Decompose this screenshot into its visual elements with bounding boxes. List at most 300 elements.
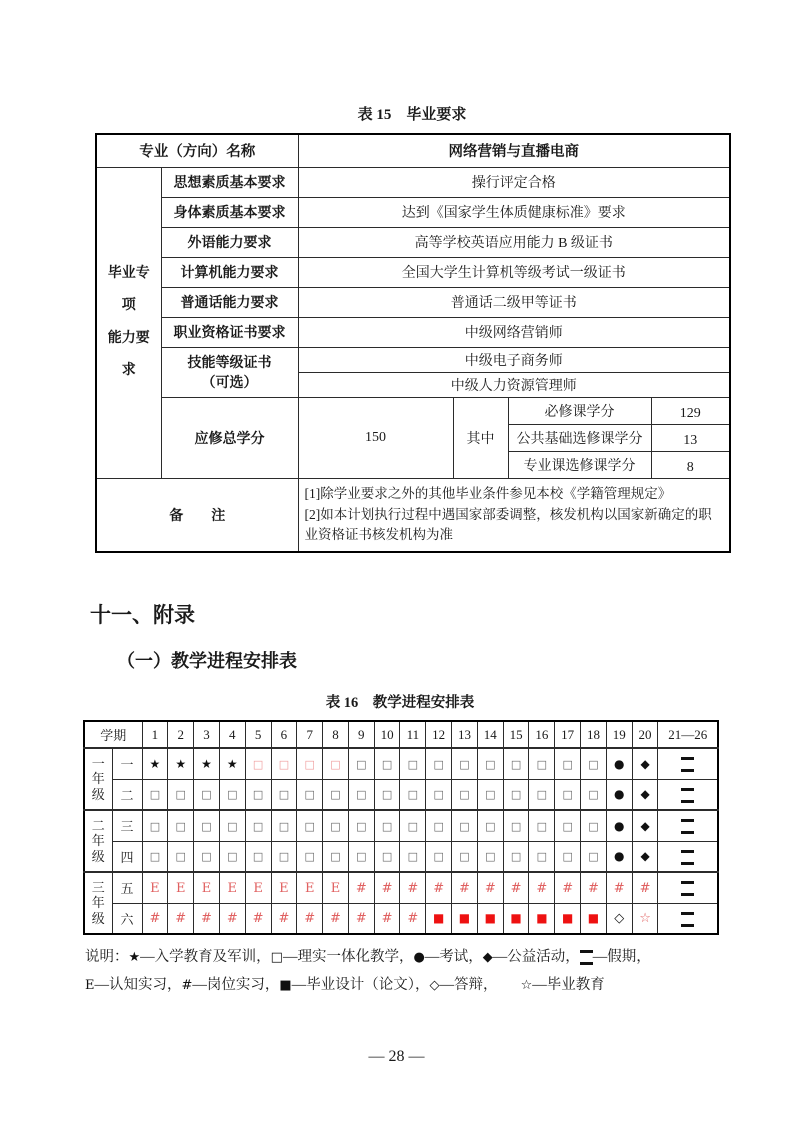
open-square-icon: □: [252, 819, 264, 833]
open-square-icon: □: [407, 819, 419, 833]
schedule-cell: [323, 872, 349, 903]
credit-item-value: 129: [651, 397, 730, 424]
hash-symbol: #: [588, 880, 599, 896]
hash-symbol: #: [381, 911, 393, 927]
schedule-cell: [374, 903, 400, 934]
remark-line: [2]如本计划执行过程中遇国家部委调整，核发机构以国家新确定的职业资格证书核发机构为准: [304, 506, 712, 542]
legend-line: 说明：★—入学教育及军训，□—理实一体化教学，●—考试，◆—公益活动， —假期，: [85, 949, 651, 965]
open-square-icon: □: [562, 850, 573, 864]
schedule-cell: [271, 779, 297, 810]
open-square-icon: □: [356, 757, 367, 771]
requirement-value: 普通话二级甲等证书: [298, 287, 730, 317]
credits-total: 150: [298, 397, 453, 478]
hash-symbol: #: [484, 880, 496, 896]
open-square-icon: □: [562, 757, 573, 771]
schedule-cell: [168, 779, 194, 810]
requirement-value: 全国大学生计算机等级考试一级证书: [298, 257, 730, 287]
legend-item: ■—毕业设计（论文）: [279, 977, 415, 994]
letter-e-symbol: E: [175, 880, 186, 896]
schedule-cell: [452, 841, 478, 872]
schedule-cell: [581, 903, 607, 934]
remark-label: 备 注: [96, 478, 298, 552]
credit-item-label: 专业课选修课学分: [508, 451, 651, 478]
schedule-cell: [426, 748, 452, 779]
open-square-icon: □: [304, 819, 315, 833]
open-square-icon: □: [304, 850, 315, 864]
filled-diamond-icon: ◆: [640, 849, 650, 864]
schedule-cell: [271, 841, 297, 872]
open-square-icon: □: [536, 788, 548, 802]
schedule-cell: [400, 810, 426, 841]
schedule-cell: [477, 903, 503, 934]
letter-e-symbol: E: [150, 880, 160, 896]
schedule-cell: [297, 903, 323, 934]
skill-cert-label-cell: [161, 347, 298, 397]
hash-symbol: #: [433, 880, 445, 896]
requirement-label: 职业资格证书要求: [161, 317, 298, 347]
open-square-icon: □: [270, 950, 283, 965]
schedule-cell: [477, 872, 503, 903]
schedule-cell: [606, 810, 632, 841]
schedule-cell: [194, 810, 220, 841]
schedule-cell: [426, 810, 452, 841]
hash-symbol: #: [381, 880, 393, 896]
schedule-cell: [452, 903, 478, 934]
week-header: 21—26: [658, 721, 718, 748]
star-icon: ★: [128, 950, 141, 965]
table-row: [96, 257, 730, 287]
schedule-cell: [555, 872, 581, 903]
open-square-icon: □: [459, 850, 470, 864]
requirement-value: 达到《国家学生体质健康标准》要求: [298, 197, 730, 227]
open-square-icon: □: [149, 850, 161, 864]
schedule-cell: [168, 810, 194, 841]
table-row: [96, 134, 730, 167]
schedule-cell: [606, 779, 632, 810]
hash-symbol: #: [459, 880, 470, 896]
year-label: 二 年 级: [84, 810, 112, 872]
letter-e-symbol: E: [227, 880, 238, 896]
schedule-cell: [452, 872, 478, 903]
schedule-cell: [374, 872, 400, 903]
legend-item: ●—考试: [413, 949, 469, 965]
open-square-icon: □: [381, 850, 393, 864]
schedule-cell: [529, 810, 555, 841]
group-label-line1: 毕业专项: [107, 266, 150, 314]
letter-e-symbol: E: [304, 880, 315, 896]
open-square-icon: □: [381, 819, 393, 833]
schedule-cell: [297, 872, 323, 903]
schedule-cell: [194, 903, 220, 934]
schedule-cell: [581, 810, 607, 841]
schedule-row: [84, 872, 718, 903]
legend-item: ◆—公益活动: [482, 949, 566, 965]
open-square-icon: □: [433, 788, 444, 802]
open-square-icon: □: [175, 788, 186, 802]
open-star-icon: ☆: [639, 911, 651, 927]
schedule-cell: [323, 748, 349, 779]
open-square-icon: □: [278, 850, 290, 864]
schedule-cell: [219, 748, 245, 779]
requirement-value: 高等学校英语应用能力 B 级证书: [298, 227, 730, 257]
schedule-cell: [348, 748, 374, 779]
schedule-cell: [374, 779, 400, 810]
table-row: [96, 347, 730, 372]
week-header: 19: [606, 721, 632, 748]
schedule-cell: [271, 903, 297, 934]
legend-line: E—认知实习，#—岗位实习，■—毕业设计（论文），◇—答辩， ☆—毕业教育: [85, 977, 605, 994]
legend-item: —假期: [580, 949, 637, 965]
hash-symbol: #: [613, 880, 625, 896]
schedule-cell: [297, 841, 323, 872]
open-square-icon: □: [510, 850, 522, 864]
week-header: 9: [348, 721, 374, 748]
schedule-cell: [555, 841, 581, 872]
open-square-icon: □: [459, 757, 470, 771]
open-square-icon: □: [485, 757, 496, 771]
filled-circle-icon: ●: [614, 818, 625, 833]
double-bar-icon: [681, 881, 694, 896]
star-icon: ★: [149, 756, 161, 771]
schedule-cell: [581, 872, 607, 903]
requirement-value: 操行评定合格: [298, 167, 730, 197]
week-header: 4: [219, 721, 245, 748]
schedule-cell: [142, 779, 168, 810]
schedule-cell: [219, 810, 245, 841]
credit-item-label: 必修课学分: [508, 397, 651, 424]
schedule-cell: [606, 748, 632, 779]
filled-square-icon: ■: [279, 978, 292, 994]
schedule-row: [84, 748, 718, 779]
schedule-cell: [348, 779, 374, 810]
open-square-icon: □: [562, 819, 573, 833]
filled-square-icon: ■: [433, 911, 445, 926]
legend-item: ◇—答辩: [429, 977, 483, 994]
schedule-cell: [400, 841, 426, 872]
schedule-cell: [581, 779, 607, 810]
schedule-cell: [658, 748, 718, 779]
schedule-cell: [400, 872, 426, 903]
open-square-icon: □: [485, 788, 496, 802]
hash-symbol: #: [407, 880, 419, 896]
major-name-value: 网络营销与直播电商: [298, 134, 730, 167]
schedule-cell: [632, 841, 658, 872]
schedule-cell: [348, 872, 374, 903]
semester-label: 二: [112, 779, 142, 810]
filled-diamond-icon: ◆: [640, 756, 650, 771]
open-square-icon: □: [201, 819, 212, 833]
schedule-cell: [632, 748, 658, 779]
open-square-icon: □: [227, 850, 238, 864]
week-header: 11: [400, 721, 426, 748]
table-row: [96, 227, 730, 257]
open-square-icon: □: [381, 757, 393, 771]
schedule-cell: [168, 841, 194, 872]
open-square-icon: □: [536, 819, 548, 833]
schedule-row: [84, 779, 718, 810]
section-heading: 十一、附录: [90, 603, 195, 627]
hash-symbol: #: [562, 880, 574, 896]
schedule-legend: [85, 943, 717, 1000]
schedule-cell: [581, 748, 607, 779]
week-header: 2: [168, 721, 194, 748]
semester-label: 三: [112, 810, 142, 841]
schedule-cell: [194, 748, 220, 779]
week-header: 14: [477, 721, 503, 748]
week-header: 10: [374, 721, 400, 748]
open-square-icon: □: [278, 819, 290, 833]
schedule-cell: [426, 903, 452, 934]
schedule-cell: [323, 903, 349, 934]
double-bar-icon: [681, 912, 694, 927]
open-square-icon: □: [356, 788, 367, 802]
legend-item: #—岗位实习: [181, 977, 265, 994]
open-square-icon: □: [149, 819, 161, 833]
schedule-cell: [632, 903, 658, 934]
schedule-cell: [426, 872, 452, 903]
table-row: [96, 197, 730, 227]
star-icon: ★: [175, 756, 187, 771]
open-square-icon: □: [175, 819, 186, 833]
hash-symbol: #: [278, 911, 290, 927]
week-header: 1: [142, 721, 168, 748]
week-header: 12: [426, 721, 452, 748]
open-square-icon: □: [588, 757, 599, 771]
open-square-icon: □: [588, 788, 599, 802]
schedule-cell: [477, 841, 503, 872]
schedule-row: [84, 810, 718, 841]
schedule-row: [84, 841, 718, 872]
filled-circle-icon: ●: [413, 950, 425, 965]
hash-symbol: #: [510, 880, 522, 896]
schedule-cell: [168, 872, 194, 903]
filled-diamond-icon: ◆: [640, 818, 650, 833]
open-square-icon: □: [304, 788, 315, 802]
table-row: [96, 478, 730, 552]
open-square-icon: □: [407, 850, 419, 864]
open-square-icon: □: [278, 788, 290, 802]
credits-label: 应修总学分: [161, 397, 298, 478]
schedule-cell: [503, 872, 529, 903]
schedule-cell: [168, 748, 194, 779]
group-label-line2: 能力要求: [107, 330, 150, 378]
graduation-requirements-table: [95, 133, 731, 553]
filled-square-icon: ■: [510, 911, 522, 926]
schedule-cell: [503, 841, 529, 872]
open-square-icon: □: [562, 788, 573, 802]
open-square-icon: □: [201, 850, 212, 864]
double-bar-icon: [681, 788, 694, 803]
schedule-cell: [555, 779, 581, 810]
hash-symbol: #: [355, 880, 367, 896]
open-square-icon: □: [201, 788, 212, 802]
schedule-cell: [400, 903, 426, 934]
schedule-cell: [632, 779, 658, 810]
filled-square-icon: ■: [536, 911, 548, 926]
filled-circle-icon: ●: [614, 787, 625, 802]
legend-item: E—认知实习: [85, 977, 167, 994]
double-bar-icon: [681, 819, 694, 834]
schedule-cell: [658, 841, 718, 872]
schedule-cell: [297, 810, 323, 841]
open-square-icon: □: [433, 819, 444, 833]
schedule-cell: [348, 810, 374, 841]
open-square-icon: □: [433, 850, 444, 864]
table16-title: 表 16 教学进程安排表: [325, 695, 475, 711]
open-square-icon: □: [356, 850, 367, 864]
double-bar-icon: [681, 850, 694, 865]
schedule-cell: [219, 841, 245, 872]
schedule-cell: [374, 841, 400, 872]
open-square-icon: □: [227, 819, 238, 833]
week-header: 5: [245, 721, 271, 748]
open-square-icon: □: [536, 850, 548, 864]
schedule-cell: [426, 841, 452, 872]
open-square-icon: □: [588, 819, 599, 833]
filled-square-icon: ■: [484, 911, 496, 926]
schedule-cell: [477, 748, 503, 779]
schedule-cell: [323, 841, 349, 872]
week-header: 17: [555, 721, 581, 748]
schedule-cell: [529, 841, 555, 872]
schedule-cell: [245, 779, 271, 810]
open-square-icon: □: [459, 788, 470, 802]
open-diamond-icon: ◇: [429, 978, 440, 994]
star-icon: ★: [201, 756, 212, 771]
semester-corner-label: 学期: [84, 721, 142, 748]
schedule-cell: [555, 903, 581, 934]
hash-symbol: #: [407, 911, 419, 927]
credit-item-label: 公共基础选修课学分: [508, 424, 651, 451]
open-square-icon: □: [407, 788, 419, 802]
legend-prefix: 说明：: [85, 949, 129, 965]
open-square-icon: □: [536, 757, 548, 771]
hash-symbol: #: [175, 911, 187, 927]
schedule-cell: [168, 903, 194, 934]
semester-label: 四: [112, 841, 142, 872]
schedule-cell: [581, 841, 607, 872]
open-square-icon: □: [356, 819, 367, 833]
schedule-cell: [452, 810, 478, 841]
table15-title: 表 15 毕业要求: [357, 107, 467, 123]
week-header: 18: [581, 721, 607, 748]
schedule-cell: [142, 810, 168, 841]
schedule-cell: [529, 779, 555, 810]
schedule-cell: [219, 779, 245, 810]
open-square-icon: □: [227, 788, 238, 802]
schedule-cell: [219, 872, 245, 903]
schedule-cell: [658, 810, 718, 841]
filled-circle-icon: ●: [614, 849, 625, 864]
schedule-cell: [219, 903, 245, 934]
semester-label: 六: [112, 903, 142, 934]
schedule-cell: [477, 810, 503, 841]
schedule-cell: [271, 872, 297, 903]
week-header: 13: [452, 721, 478, 748]
schedule-cell: [503, 903, 529, 934]
schedule-row: [84, 903, 718, 934]
schedule-cell: [271, 748, 297, 779]
open-square-icon: □: [252, 850, 264, 864]
major-name-label: 专业（方向）名称: [96, 134, 298, 167]
schedule-cell: [606, 872, 632, 903]
letter-e-symbol: E: [253, 880, 263, 896]
week-header: 6: [271, 721, 297, 748]
schedule-cell: [529, 872, 555, 903]
schedule-cell: [503, 810, 529, 841]
hash-symbol: #: [149, 911, 161, 927]
remark-line: [1]除学业要求之外的其他毕业条件参见本校《学籍管理规定》: [304, 486, 672, 502]
open-square-icon: □: [175, 850, 186, 864]
schedule-cell: [142, 903, 168, 934]
schedule-cell: [374, 748, 400, 779]
week-header: 7: [297, 721, 323, 748]
requirement-label: 计算机能力要求: [161, 257, 298, 287]
open-square-red-icon: □: [278, 757, 290, 771]
legend-item: ☆—毕业教育: [520, 977, 605, 994]
table-row: [96, 317, 730, 347]
open-square-icon: □: [330, 850, 341, 864]
legend-item: □—理实一体化教学: [270, 949, 399, 965]
requirement-label: 思想素质基本要求: [161, 167, 298, 197]
filled-diamond-icon: ◆: [482, 950, 493, 965]
schedule-cell: [555, 748, 581, 779]
schedule-cell: [400, 779, 426, 810]
schedule-cell: [142, 748, 168, 779]
hash-symbol: #: [181, 978, 193, 994]
page-number: — 28 —: [368, 1048, 425, 1065]
week-header: 20: [632, 721, 658, 748]
skill-cert-value: 中级电子商务师: [298, 347, 730, 372]
teaching-schedule-table: [83, 720, 719, 935]
filled-diamond-icon: ◆: [640, 787, 650, 802]
table-row: [96, 287, 730, 317]
requirement-label: 外语能力要求: [161, 227, 298, 257]
open-square-red-icon: □: [330, 757, 341, 771]
letter-e-symbol: E: [85, 978, 95, 994]
skill-cert-value: 中级人力资源管理师: [298, 372, 730, 397]
letter-e-symbol: E: [279, 880, 289, 896]
schedule-cell: [529, 903, 555, 934]
schedule-cell: [348, 841, 374, 872]
open-square-red-icon: □: [304, 757, 315, 771]
open-square-icon: □: [330, 819, 341, 833]
schedule-cell: [606, 841, 632, 872]
requirement-label: 普通话能力要求: [161, 287, 298, 317]
filled-square-icon: ■: [587, 911, 600, 926]
group-label-cell: [96, 167, 161, 478]
schedule-cell: [348, 903, 374, 934]
schedule-cell: [323, 779, 349, 810]
week-header: 8: [323, 721, 349, 748]
schedule-cell: [194, 779, 220, 810]
table-row: [96, 167, 730, 197]
week-header: 16: [529, 721, 555, 748]
letter-e-symbol: E: [201, 880, 212, 896]
schedule-cell: [452, 779, 478, 810]
schedule-cell: [555, 810, 581, 841]
schedule-cell: [142, 872, 168, 903]
hash-symbol: #: [536, 880, 548, 896]
schedule-cell: [529, 748, 555, 779]
open-square-icon: □: [485, 850, 496, 864]
open-square-icon: □: [149, 788, 161, 802]
filled-square-icon: ■: [458, 911, 471, 926]
filled-circle-icon: ●: [614, 756, 625, 771]
year-label: 三 年 级: [84, 872, 112, 934]
open-square-icon: □: [381, 788, 393, 802]
schedule-cell: [606, 903, 632, 934]
